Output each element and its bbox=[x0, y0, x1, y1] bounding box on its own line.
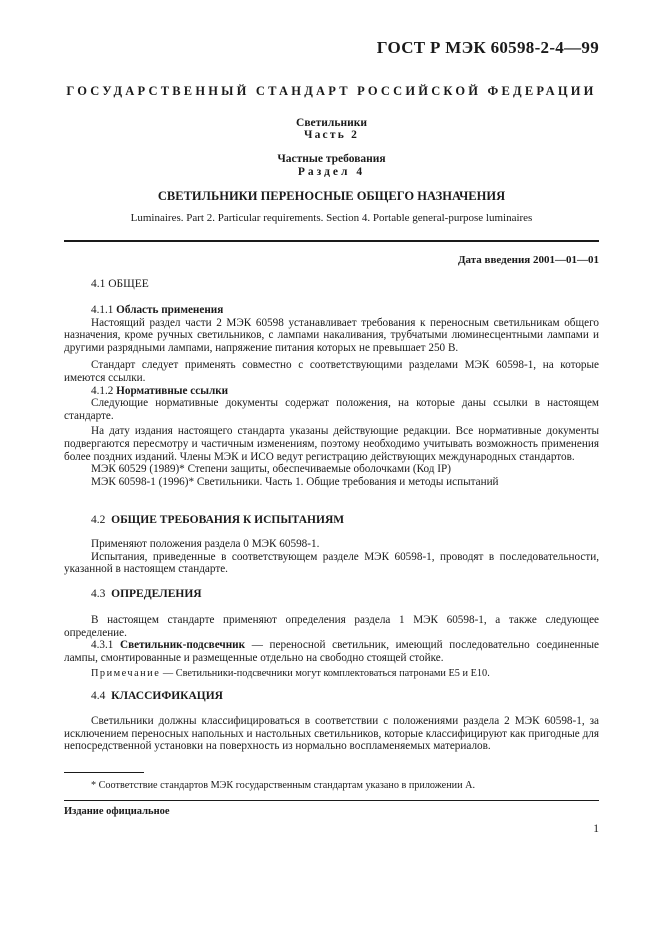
section-4-2-block bbox=[64, 538, 599, 576]
introduction-date: Дата введения 2001—01—01 bbox=[457, 254, 599, 266]
document-number: ГОСТ Р МЭК 60598-2-4—99 bbox=[376, 38, 599, 57]
definition-term: Светильник-подсвечник bbox=[120, 639, 246, 652]
section-4-4-block bbox=[64, 715, 599, 753]
note-label: Примечание bbox=[91, 668, 161, 680]
section-4-3-paragraph-1: В настоящем стандарте применяют определения раздела 1 МЭК 60598-1, а также следующее определение. bbox=[64, 614, 599, 639]
section-4-1-1-paragraph-2: Стандарт следует применять совместно с соответствующими разделами МЭК 60598-1, на которые имеются ссылки. bbox=[64, 359, 599, 384]
definition-text: — переносной светильник, имеющий последовательно соединенные лампы, смонтированные и размещенные отдельно на свободно стоящей стойке. bbox=[64, 639, 600, 664]
official-edition-label: Издание официальное bbox=[64, 806, 170, 817]
section-4-4-title: КЛАССИФИКАЦИЯ bbox=[111, 690, 223, 702]
section-4-1-heading: 4.1 ОБЩЕЕ bbox=[91, 278, 149, 290]
reference-iec-60598-1: МЭК 60598-1 (1996)* Светильники. Часть 1. Общие требования и методы испытаний bbox=[91, 475, 499, 488]
section-4-2-paragraph-1: Применяют положения раздела 0 МЭК 60598-1. bbox=[91, 538, 320, 550]
note bbox=[64, 668, 599, 681]
section-4-3-number: 4.3 bbox=[91, 588, 106, 600]
section-4-4-paragraph-1: Светильники должны классифицироваться в соответствии с положениями раздела 2 МЭК 60598-1, за исключением переносных напольных и настольных светильников, которые классифицируют как пригодные для непосредственной установки на поверхность из нормально воспламеняемых материалов. bbox=[64, 715, 599, 753]
section-4-1-1-number: 4.1.1 bbox=[91, 304, 114, 316]
english-title: Luminaires. Part 2. Particular requirements. Section 4. Portable general-purpose luminaires bbox=[130, 212, 533, 224]
section-4-4-number: 4.4 bbox=[91, 690, 106, 702]
section-4-3-block bbox=[64, 614, 599, 681]
title-part: Часть 2 bbox=[303, 129, 360, 141]
title-section: Раздел 4 bbox=[297, 166, 366, 178]
title-divider bbox=[64, 240, 599, 242]
note-text: — Светильники-подсвечники могут комплектоваться патронами Е5 и Е10. bbox=[160, 668, 490, 680]
state-standard-heading: ГОСУДАРСТВЕННЫЙ СТАНДАРТ РОССИЙСКОЙ ФЕДЕРАЦИИ bbox=[66, 84, 597, 98]
definition-candelabra-luminaire bbox=[64, 639, 599, 664]
section-4-3-1-number: 4.3.1 bbox=[91, 639, 114, 652]
section-4-4-heading bbox=[91, 690, 223, 702]
section-4-2-title: ОБЩИЕ ТРЕБОВАНИЯ К ИСПЫТАНИЯМ bbox=[111, 514, 345, 526]
section-4-1-2-number: 4.1.2 bbox=[91, 384, 114, 397]
section-4-1-2-title: Нормативные ссылки bbox=[116, 384, 229, 397]
section-4-1-1-block bbox=[64, 304, 599, 488]
main-title: СВЕТИЛЬНИКИ ПЕРЕНОСНЫЕ ОБЩЕГО НАЗНАЧЕНИЯ bbox=[157, 189, 506, 203]
section-4-1-1-paragraph-1: Настоящий раздел части 2 МЭК 60598 устанавливает требования к переносным светильникам общего назначения, кроме ручных светильников, с лампами накаливания, трубчатыми люминесцентными лампами и другими разрядными лампами, напряжение питания которых не превышает 250 В. bbox=[64, 316, 599, 354]
section-4-3-heading bbox=[91, 588, 202, 600]
footnote: * Соответствие стандартов МЭК государственным стандартам указано в приложении А. bbox=[91, 780, 476, 791]
section-4-2-paragraph-2: Испытания, приведенные в соответствующем разделе МЭК 60598-1, проводят в последовательности, указанной в настоящем стандарте. bbox=[64, 550, 599, 576]
section-4-3-title: ОПРЕДЕЛЕНИЯ bbox=[111, 588, 202, 600]
edition-divider bbox=[64, 800, 599, 801]
page-number: 1 bbox=[593, 823, 599, 835]
section-4-1-2-paragraph-2: На дату издания настоящего стандарта указаны действующие редакции. Все нормативные документы подвергаются пересмотру и частичным изменениям, поэтому необходимо учитывать возможность применения более поздних изданий. Члены МЭК и ИСО ведут регистрацию действующих международных стандартов. bbox=[64, 425, 599, 463]
title-luminaires: Светильники bbox=[296, 117, 367, 129]
reference-iec-60529: МЭК 60529 (1989)* Степени защиты, обеспечиваемые оболочками (Код IP) bbox=[91, 463, 451, 476]
title-particular-requirements: Частные требования bbox=[277, 153, 386, 165]
section-4-1-2-paragraph-1: Следующие нормативные документы содержат положения, на которые даны ссылки в настоящем стандарте. bbox=[64, 397, 599, 422]
section-4-1-1-title: Область применения bbox=[116, 304, 224, 316]
section-4-2-number: 4.2 bbox=[91, 514, 106, 526]
footnote-separator bbox=[64, 772, 144, 773]
section-4-2-heading bbox=[91, 514, 344, 526]
